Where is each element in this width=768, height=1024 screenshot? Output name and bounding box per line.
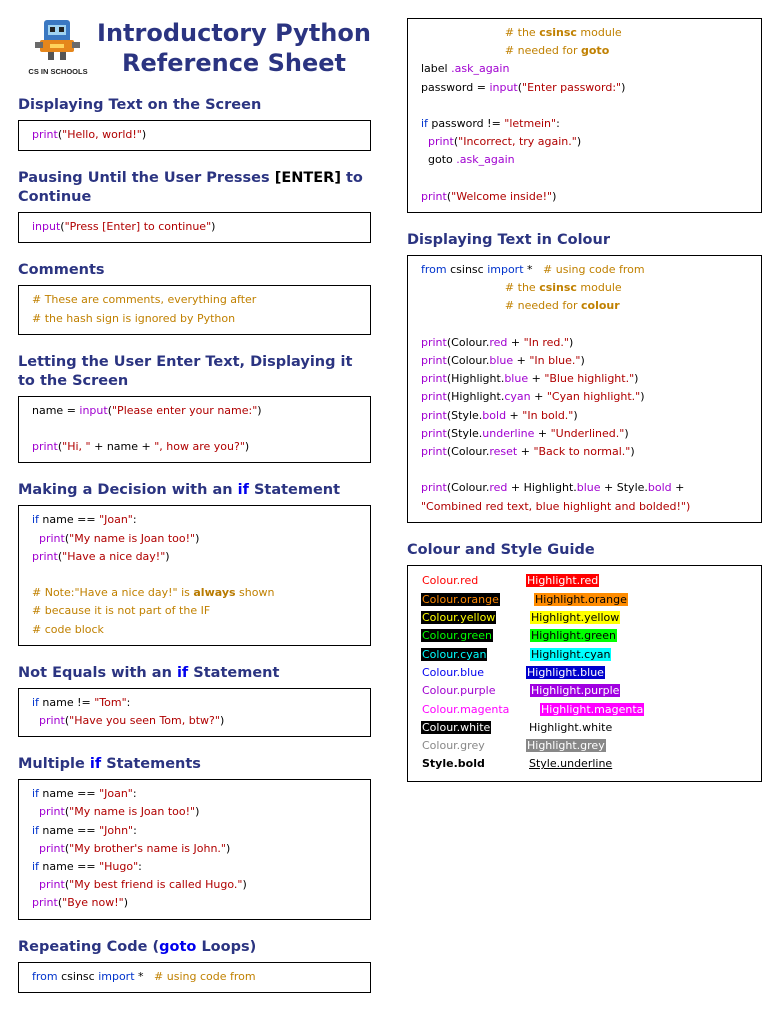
section-comments (18, 261, 371, 334)
section-not-equals (18, 664, 371, 737)
section-display-text (18, 96, 371, 151)
code-block: print("Hello, world!") (18, 120, 371, 151)
highlight-blue-sample: Highlight.blue (527, 665, 604, 679)
colour-grey-sample: Colour.grey (422, 739, 485, 753)
guide-row (421, 718, 753, 736)
code-block: # These are comments, everything after # the hash sign is ignored by Python (18, 285, 371, 334)
code-block: from csinsc import * # using code from # the csinsc module # needed for colour print(Colour.red + "In red.") print(Colour.blue + "In blue.") print(Highlight.blue + "Blue highlight.") print(Highlight.cyan + "Cyan highlight.") print(Style.bold + "In bold.") print(Style.underline + "Underlined.") print(Colour.reset + "Back to normal.") print(Colour.red + Highlight.blue + Style.bold + "Combined red text, blue highlight and bolded!") (407, 255, 762, 523)
section-enter-text (18, 353, 371, 464)
section-multiple-if (18, 755, 371, 919)
guide-row (421, 682, 753, 700)
code-block: # the csinsc module # needed for goto label .ask_again password = input("Enter password:") if password != "letmein": print("Incorrect, try again.") goto .ask_again print("Welcome inside!") (407, 18, 762, 213)
guide-row (421, 663, 753, 681)
page-title: Introductory Python Reference Sheet (97, 19, 371, 77)
section-goto (18, 938, 371, 993)
highlight-cyan-sample: Highlight.cyan (531, 647, 611, 661)
code-block: input("Press [Enter] to continue") (18, 212, 371, 243)
colour-blue-sample: Colour.blue (422, 665, 484, 679)
section-title: Multiple if Statements (18, 756, 201, 773)
section-title: Not Equals with an if Statement (18, 664, 280, 681)
style-bold-sample: Style.bold (422, 757, 485, 771)
section-title: Comments (18, 262, 105, 279)
guide-row (421, 590, 753, 608)
guide-row (421, 736, 753, 754)
colour-red-sample: Colour.red (422, 574, 479, 588)
section-title: Displaying Text on the Screen (18, 97, 262, 113)
guide-row (421, 700, 753, 718)
section-colour (407, 231, 762, 523)
section-title: Making a Decision with an if Statement (18, 482, 341, 499)
section-colour-guide (407, 541, 762, 782)
colour-magenta-sample: Colour.magenta (422, 702, 510, 716)
guide-row (421, 645, 753, 663)
header (18, 0, 371, 96)
section-title: Letting the User Enter Text, Displaying it to the Screen (18, 353, 353, 389)
guide-row (421, 572, 753, 590)
code-block: if name != "Tom": print("Have you seen Tom, btw?") (18, 688, 371, 737)
section-decision (18, 481, 371, 645)
highlight-green-sample: Highlight.green (531, 629, 616, 643)
highlight-yellow-sample: Highlight.yellow (531, 611, 620, 625)
code-block: if name == "Joan": print("My name is Joan too!") if name == "John": print("My brother's name is John.") if name == "Hugo": print("My best friend is called Hugo.") print("Bye now!") (18, 779, 371, 919)
colour-cyan-sample: Colour.cyan (422, 647, 487, 661)
code-block: name = input("Please enter your name:") print("Hi, " + name + ", how are you?") (18, 396, 371, 464)
section-pause (18, 169, 371, 243)
highlight-orange-sample: Highlight.orange (535, 592, 627, 606)
highlight-red-sample: Highlight.red (527, 574, 599, 588)
highlight-white-sample: Highlight.white (529, 720, 613, 734)
colour-white-sample: Colour.white (422, 720, 491, 734)
section-title: Colour and Style Guide (407, 541, 595, 558)
colour-guide-table (407, 565, 762, 782)
guide-row (421, 755, 753, 773)
style-underline-sample: Style.underline (529, 757, 613, 771)
section-title: Displaying Text in Colour (407, 232, 610, 248)
colour-purple-sample: Colour.purple (422, 684, 496, 698)
colour-yellow-sample: Colour.yellow (422, 611, 496, 625)
section-title: Repeating Code (goto Loops) (18, 938, 257, 955)
left-column (18, 0, 371, 1011)
highlight-purple-sample: Highlight.purple (531, 684, 620, 698)
guide-row (421, 627, 753, 645)
section-goto-continued (407, 18, 762, 213)
highlight-grey-sample: Highlight.grey (527, 739, 605, 753)
right-column (407, 0, 762, 800)
colour-orange-sample: Colour.orange (422, 592, 499, 606)
colour-green-sample: Colour.green (422, 629, 492, 643)
logo-text: CS IN SCHOOLS (28, 67, 88, 76)
highlight-magenta-sample: Highlight.magenta (541, 702, 644, 716)
guide-row (421, 608, 753, 626)
section-title: Pausing Until the User Presses [ENTER] to Continue (18, 170, 363, 206)
cs-in-schools-logo (26, 18, 90, 80)
code-block: from csinsc import * # using code from (18, 962, 371, 993)
code-block: if name == "Joan": print("My name is Joan too!") print("Have a nice day!") # Note:"Have a nice day!" is always shown # because it is not part of the IF # code block (18, 505, 371, 645)
